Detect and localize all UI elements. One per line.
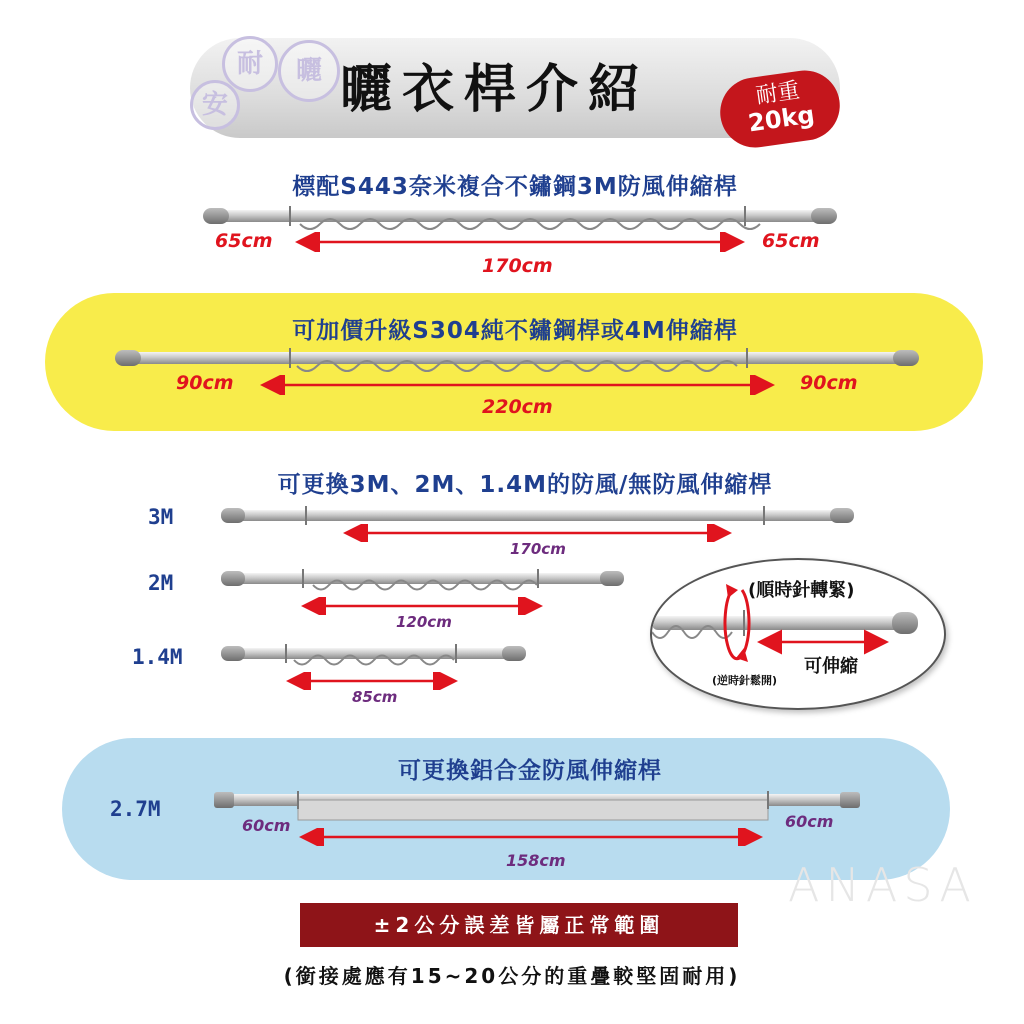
upgrade-left-length: 90cm: [176, 372, 234, 394]
rod-end-cap: [502, 646, 526, 661]
upgrade-rod-heading: 可加價升級S304純不鏽鋼桿或4M伸縮桿: [292, 318, 738, 344]
seal-stamp: [190, 80, 240, 130]
rod-end-cap: [892, 612, 918, 634]
rod-end-cap: [221, 508, 245, 523]
rod-tube: [652, 616, 910, 630]
seal-text: 耐: [236, 49, 263, 79]
loosen-label: (逆時針鬆開): [712, 674, 778, 687]
rod-size-label: 1.4M: [132, 645, 183, 669]
rod-end-cap: [600, 571, 624, 586]
standard-span-arrow: [290, 232, 750, 252]
standard-middle-length: 170cm: [482, 255, 553, 277]
standard-left-length: 65cm: [215, 230, 273, 252]
brand-watermark: ANASA: [788, 858, 977, 912]
rod-3m-span-length: 170cm: [510, 540, 566, 558]
upgrade-middle-length: 220cm: [482, 396, 553, 418]
adjustment-callout: [650, 558, 946, 710]
standard-right-length: 65cm: [762, 230, 820, 252]
rod-end-cap: [893, 350, 919, 366]
upgrade-span-arrow: [255, 375, 780, 395]
rod-tube: [228, 573, 618, 584]
upgrade-right-length: 90cm: [800, 372, 858, 394]
seal-stamp: [278, 40, 340, 102]
rod-end-cap: [811, 208, 837, 224]
extend-label: 可伸縮: [804, 656, 858, 677]
seal-text: 安: [201, 90, 228, 120]
rod-end-cap: [115, 350, 141, 366]
replace-rod-heading: 可更換3M、2M、1.4M的防風/無防風伸縮桿: [277, 472, 773, 498]
page-title: 曬衣桿介紹: [340, 60, 651, 120]
standard-rod-heading: 標配S443奈米複合不鏽鋼3M防風伸縮桿: [292, 174, 738, 200]
rod-size-label: 3M: [148, 505, 174, 529]
aluminum-rod-illustration: [212, 788, 862, 824]
aluminum-right-length: 60cm: [785, 812, 834, 831]
seal-stamp: [222, 36, 278, 92]
rotate-arrow-head: [726, 584, 738, 598]
overlap-footnote: (銜接處應有15~20公分的重疊較堅固耐用): [283, 964, 741, 988]
seal-text: 曬: [295, 56, 322, 86]
aluminum-windproof-plate: [298, 800, 768, 820]
rod-end-cap: [221, 646, 245, 661]
aluminum-rod-heading: 可更換鋁合金防風伸縮桿: [398, 758, 662, 784]
tolerance-note: ±2公分誤差皆屬正常範圍: [300, 903, 738, 947]
rod-tube: [228, 510, 848, 521]
rod-end-cap: [214, 792, 234, 808]
rod-end-cap: [221, 571, 245, 586]
rod-tube: [210, 210, 830, 222]
aluminum-span-arrow: [296, 828, 766, 846]
rod-end-cap: [203, 208, 229, 224]
rod-tube: [122, 352, 912, 364]
weight-badge-label: 耐重: [754, 78, 802, 110]
rod-1-4m-span-length: 85cm: [352, 688, 398, 706]
rod-size-label: 2.7M: [110, 797, 161, 821]
weight-badge-value: 20kg: [746, 100, 817, 138]
tighten-label: (順時針轉緊): [748, 580, 855, 601]
rod-2m-span-length: 120cm: [396, 613, 452, 631]
rod-end-cap: [840, 792, 860, 808]
rod-end-cap: [830, 508, 854, 523]
rod-tube: [228, 648, 520, 659]
rod-size-label: 2M: [148, 571, 174, 595]
aluminum-middle-length: 158cm: [506, 851, 566, 870]
aluminum-left-length: 60cm: [242, 816, 291, 835]
